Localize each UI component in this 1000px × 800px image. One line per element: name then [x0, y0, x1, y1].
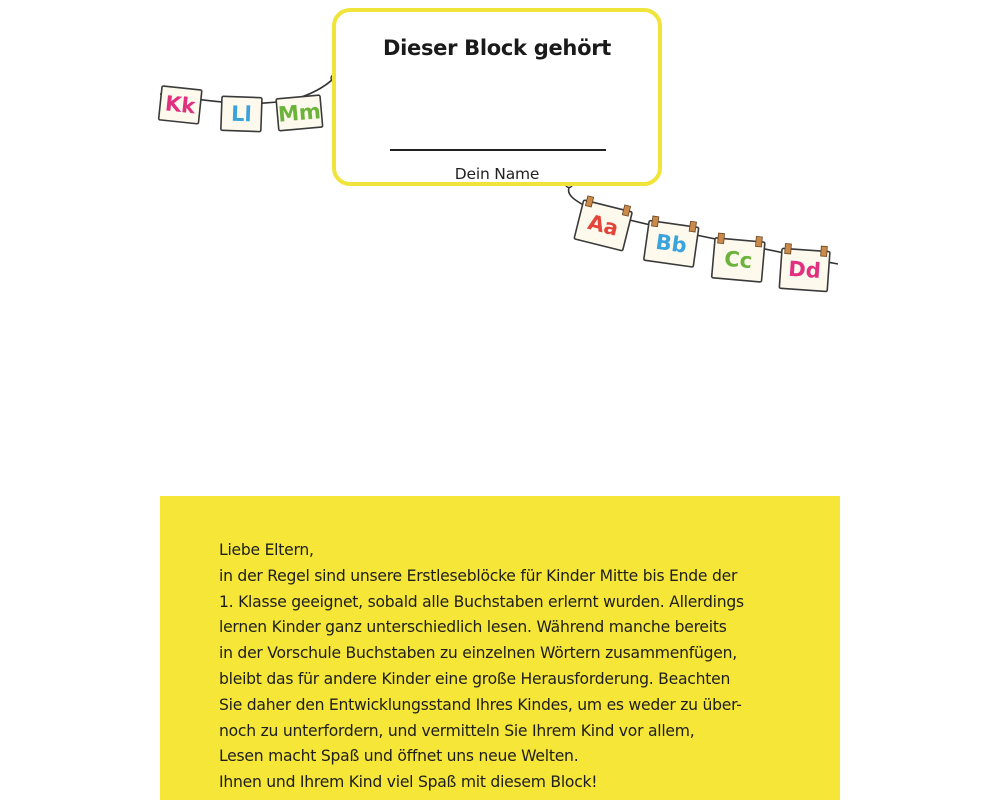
letter-card-dd: [779, 243, 830, 291]
letter-card-label: Cc: [723, 246, 754, 274]
name-label: Dein Name: [454, 165, 540, 183]
clothespin-icon: [785, 244, 792, 254]
note-line: 1. Klasse geeignet, sobald alle Buchstaben erlernt wurden. Allerdings: [219, 592, 744, 611]
note-line: Sie daher den Entwicklungsstand Ihres Kindes, um es weder zu über-: [219, 695, 742, 714]
letter-card-label: Bb: [654, 229, 689, 258]
letter-card-label: Dd: [787, 256, 822, 284]
note-line: Lesen macht Spaß und öffnet uns neue Welten.: [219, 747, 579, 766]
note-line: in der Regel sind unsere Erstleseblöcke für Kinder Mitte bis Ende der: [219, 566, 738, 585]
clothespin-icon: [718, 233, 725, 243]
note-line: Ihnen und Ihrem Kind viel Spaß mit diesem Block!: [219, 773, 598, 792]
letter-card-label: Mm: [277, 99, 322, 127]
name-card-title: Dieser Block gehört: [383, 36, 611, 60]
clothespin-icon: [756, 236, 763, 246]
parents-note-text: [219, 538, 819, 796]
clothespin-icon: [689, 221, 696, 232]
letter-card-label: Kk: [163, 91, 197, 119]
name-input-line[interactable]: [390, 149, 606, 151]
note-line: in der Vorschule Buchstaben zu einzelnen Wörtern zusammenfügen,: [219, 644, 737, 663]
note-line: bleibt das für andere Kinder eine große Herausforderung. Beachten: [219, 669, 731, 688]
letter-card-bb: [644, 216, 700, 268]
note-line: lernen Kinder ganz unterschiedlich lesen. Während manche bereits: [219, 618, 727, 637]
letter-card-label: Ll: [230, 101, 253, 127]
note-line: Liebe Eltern,: [219, 541, 314, 559]
name-card: [332, 8, 662, 186]
letter-card-aa: [574, 195, 633, 251]
clothespin-icon: [652, 216, 659, 227]
parents-note-box: [160, 496, 840, 800]
note-line: noch zu unterfordern, und vermitteln Sie Ihrem Kind vor allem,: [219, 721, 695, 740]
clothespin-icon: [821, 246, 828, 256]
letter-card-label: Aa: [585, 210, 621, 241]
letter-card-cc: [712, 233, 766, 282]
